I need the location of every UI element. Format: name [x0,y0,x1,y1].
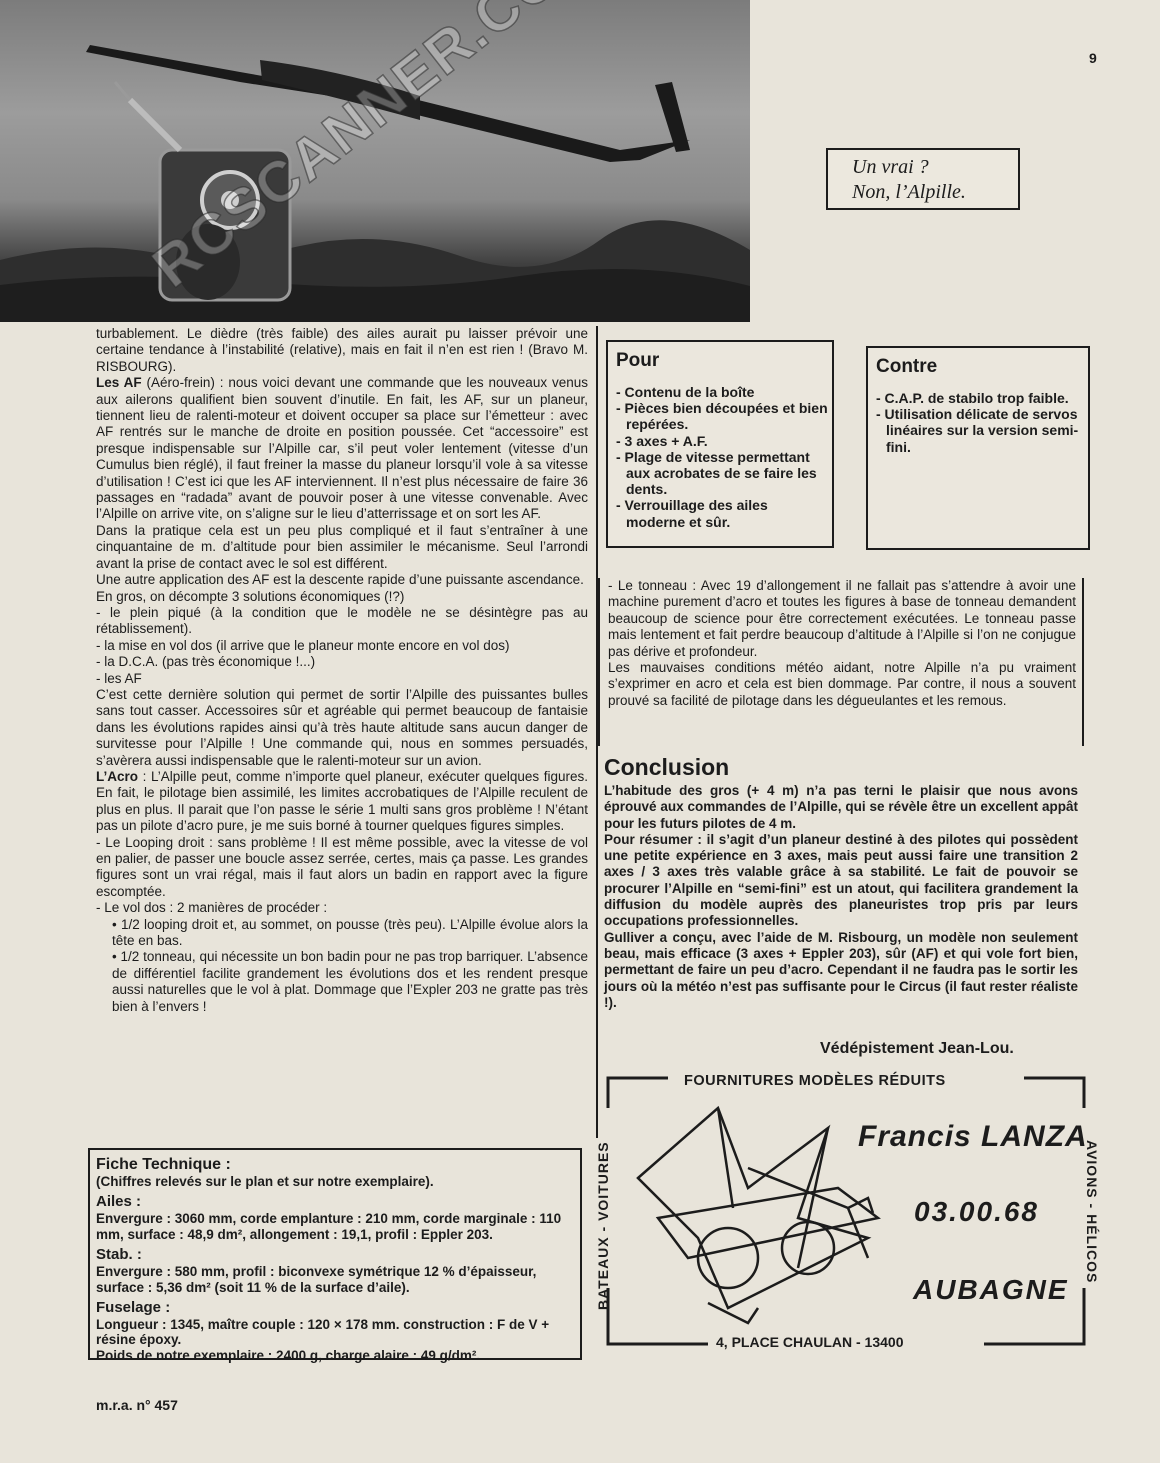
paragraph: Les AF (Aéro-frein) : nous voici devant une commande que les nouveaux venus aux ailerons qualifient bien souvent d’inutile. En fait, les AF, sur un planeur, tiennent lieu de ralenti-moteur et doivent occuper sa place sur l’émetteur : avec AF rentrés sur le manche de droite en position poussée. Cet “accessoire” est presque indispensable sur l’Alpille car, s’il peut voler lentement (vitesse d’un Cumulus bien réglé), il faut freiner la masse du planeur lorsqu’il vole à sa vitesse d’utilisation ! C’est ici que les AF interviennent. Il n’est plus nécessaire de faire 36 passages en “radada” avant de pouvoir poser à une vitesse convenable. Avec l’Alpille on arrive vite, on s’aligne sur le lieu d’atterrissage et on sort les AF. [96,375,588,522]
page-number: 9 [1089,50,1097,66]
paragraph: L’Acro : L’Alpille peut, comme n’importe quel planeur, exécuter quelques figures. En fait, le pilotage bien assimilé, les limites accrobatiques de l’Alpille reculent de plus en plus. Il parait que l’on passe le série 1 multi sans gros problème ! N’étant pas un pilote d’acro pure, je me suis borné à tourner quelques figures simples. [96,768,588,834]
pour-item: - 3 axes + A.F. [616,432,708,449]
paragraph: Une autre application des AF est la descente rapide d’une puissante ascendance. [96,572,584,588]
fiche-technique-box [88,1148,582,1363]
paragraph: - le plein piqué (à la condition que le modèle ne se désintègre pas au rétablissement). [96,604,588,637]
ailes-heading: Ailes : [96,1193,142,1211]
paragraph: Pour résumer : il s’agit d’un planeur destiné à des pilotes qui possèdent une petite expérience en 3 axes, mais peut aussi faire une transition 2 axes / 3 axes très valable grâce à sa stabilité. Le fait de pouvoir se procurer l’Alpille en “semi-fini” est un atout, qui facilitera grandement la diffusion du modèle auprès des planeuristes trop pris par leurs occupations professionnelles. [604,831,1078,929]
pour-box [606,340,834,548]
fuselage-heading: Fuselage : [96,1299,171,1317]
paragraph: - Le tonneau : Avec 19 d’allongement il ne fallait pas s’attendre à avoir une machine purement d’acro et toutes les figures à base de tonneau demandent beaucoup de science pour être correctement exécutées. Le tonneau passe mais lentement et fait perdre beaucoup d’altitude à l’Alpille si l’on ne conjugue pas dérive et profondeur. [608,578,1076,659]
glider-photo [0,0,750,322]
pour-title: Pour [616,350,660,371]
caption-line-1: Un vrai ? [852,156,929,178]
contre-title: Contre [876,356,938,377]
contre-item: - C.A.P. de stabilo trop faible. [876,390,1069,406]
ad-phone: 03.00.68 [914,1196,1039,1227]
paragraph: Gulliver a conçu, avec l’aide de M. Risbourg, un modèle non seulement beau, mais efficace (3 axes + Eppler 203), sûr (AF) et qui vole fort bien, permettant de faire un peu d’acro. Cependant il ne faudra pas le sortir les jours où la météo n’est pas suffisante pour le Circus (il faut rester réaliste !). [604,929,1078,1010]
paragraph: • 1/2 looping droit et, au sommet, on pousse (très peu). L’Alpille évolue alors la tête en bas. [112,916,588,949]
fiche-title: Fiche Technique : [96,1156,231,1173]
photo-caption [826,148,1020,210]
ad-address: 4, PLACE CHAULAN - 13400 [716,1334,904,1350]
conclusion-text [604,783,1078,1011]
contre-box [866,346,1090,550]
fuselage-specs: Longueur : 1345, maître couple : 120 × 178 mm. construction : F de V + résine époxy. [96,1317,550,1348]
left-column [96,326,598,1138]
ad-shop-name: Francis LANZA [858,1120,1088,1153]
ad-right-vertical: AVIONS - HÉLICOS [1084,1140,1100,1284]
author-signature: Védépistement Jean-Lou. [820,1040,1014,1057]
pour-item: - Verrouillage des ailes moderne et sûr. [616,497,768,530]
contre-item: - Utilisation délicate de servos linéaires sur la version semi-fini. [876,406,1079,455]
conclusion-heading: Conclusion [604,754,730,780]
paragraph: Dans la pratique cela est un peu plus compliqué et il faut s’entraîner à une cinquantaine de m. d’altitude pour bien assimiler le mécanisme. Seul l’arrondi avant la prise de contact avec le sol est différent. [96,522,588,571]
pour-item: - Pièces bien découpées et bien repérées. [616,400,828,433]
run-in-heading: Les AF [96,375,142,391]
paragraph: • 1/2 tonneau, qui nécessite un bon badin pour ne pas trop barriquer. L’absence de différentiel facilite grandement les évolutions dos et les rendent presque aussi naturelles que le vol à plat. Dommage que l’Expler 203 ne gratte pas très bien à l’envers ! [112,949,588,1014]
paragraph: - la mise en vol dos (il arrive que le planeur monte encore en vol dos) [96,637,510,653]
paragraph: - Le Looping droit : sans problème ! Il est même possible, avec la vitesse de vol en palier, de passer une boucle assez serrée, certes, mais ça passe. Les grandes figures sont un vrai régal, mais il faut alors un badin en rapport avec la figure escomptée. [96,834,588,899]
ad-title: FOURNITURES MODÈLES RÉDUITS [684,1073,946,1089]
weight-specs: Poids de notre exemplaire : 2400 g, charge alaire : 49 g/dm². [96,1347,481,1363]
paragraph: turbablement. Le dièdre (très faible) des ailes aurait pu laisser prévoir une certaine tendance à l’instabilité (relative), mais en fait il n’en est rien ! (Bravo M. RISBOURG). [96,326,588,374]
run-in-heading: L’Acro [96,768,139,784]
stab-specs: Envergure : 580 mm, profil : biconvexe symétrique 12 % d’épaisseur, surface : 5,36 dm² (soit 11 % de la surface d’aile). [96,1264,537,1295]
paragraph: - Le vol dos : 2 manières de procéder : [96,900,328,916]
caption-line-2: Non, l’Alpille. [852,181,966,203]
fiche-subtitle: (Chiffres relevés sur le plan et sur notre exemplaire). [96,1174,434,1189]
pour-item: - Plage de vitesse permettant aux acrobates de se faire les dents. [616,448,817,498]
paragraph: - la D.C.A. (pas très économique !...) [96,654,316,670]
ailes-specs: Envergure : 3060 mm, corde emplanture : 210 mm, corde marginale : 110 mm, surface : 48,9 dm², allongement : 19,1, profil : Eppler 203. [96,1211,562,1242]
ad-city: AUBAGNE [913,1274,1069,1305]
right-column [598,578,1084,746]
paragraph: En gros, on décompte 3 solutions économiques (!?) [96,588,405,604]
paragraph: C’est cette dernière solution qui permet de sortir l’Alpille des puissantes bulles sans tout casser. Accessoires sûr et agréable qui permet beaucoup de fantaisie dans les évolutions rapides ainsi qu’à très haute altitude sans aucun danger de survitesse pour l’Alpille ! Une commande qui, nous en sommes persuadés, s’avèrera aussi indispensable que le ralenti-moteur sur un avion. [96,686,588,768]
paragraph: Les mauvaises conditions météo aidant, notre Alpille n’a pu vraiment s’exprimer en acro et cela est bien dommage. Par contre, il nous a souvent prouvé sa facilité de pilotage dans les dégueulantes et les remous. [608,660,1076,708]
magazine-footer: m.r.a. n° 457 [96,1397,178,1413]
paragraph: - les AF [96,670,142,686]
ad-left-vertical: BATEAUX - VOITURES [595,1141,611,1310]
paragraph: L’habitude des gros (+ 4 m) n’a pas terni le plaisir que nous avons éprouvé aux commandes de l’Alpille, qui se révèle être un excellent appât pour les futurs pilotes de 4 m. [604,783,1078,831]
pour-item: - Contenu de la boîte [616,384,755,400]
stab-heading: Stab. : [96,1246,142,1264]
